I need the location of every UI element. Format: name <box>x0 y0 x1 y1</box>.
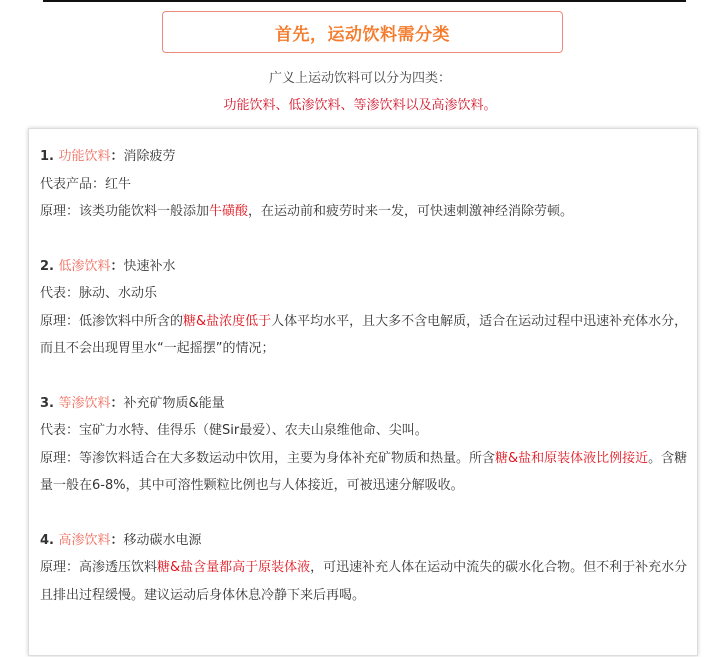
section-line <box>40 280 690 308</box>
section-colon: ： <box>110 258 124 274</box>
section-4 <box>40 527 690 610</box>
section-name: 高渗饮料 <box>58 532 111 548</box>
section-1 <box>40 143 690 226</box>
body-text: ，可迅速补充人体在运动中流失的碳水化合物。但不利于补充水分且排出过程缓慢。建议运动后身体休息冷静下来后再喝。 <box>40 560 688 603</box>
section-subtitle: 补充矿物质&能量 <box>123 395 225 411</box>
section-colon: ： <box>110 532 124 548</box>
categories-line: 功能饮料、低渗饮料、等渗饮料以及高渗饮料。 <box>223 98 497 113</box>
highlight-text: 糖&盐和原装体液比例接近 <box>495 450 649 466</box>
body-text: 。含糖量一般在6-8%，其中可溶性颗粒比例也与人体接近，可被迅速分解吸收。 <box>40 450 688 493</box>
top-divider <box>43 0 686 2</box>
section-subtitle: 消除疲劳 <box>123 149 176 164</box>
section-number: 4. <box>40 532 59 548</box>
highlight-text: 牛磺酸 <box>209 204 249 219</box>
section-number: 2. <box>40 258 59 274</box>
section-name: 功能饮料 <box>58 149 111 164</box>
section-title: 首先，运动饮料需分类 <box>275 24 450 45</box>
section-heading <box>40 390 690 418</box>
section-subtitle: 移动碳水电源 <box>123 532 202 548</box>
section-line <box>40 554 690 609</box>
section-line <box>40 445 690 500</box>
body-text: 原理：等渗饮料适合在大多数运动中饮用，主要为身体补充矿物质和热量。所含 <box>40 450 496 466</box>
content-card <box>28 128 698 656</box>
section-name: 等渗饮料 <box>58 395 111 411</box>
section-subtitle: 快速补水 <box>123 258 176 274</box>
highlight-text: 糖&盐浓度低于 <box>183 313 272 329</box>
section-line <box>40 198 690 226</box>
section-name: 低渗饮料 <box>58 258 111 274</box>
body-text: 原理：低渗饮料中所含的 <box>40 313 184 329</box>
section-line <box>40 417 690 445</box>
section-title-box <box>162 11 563 53</box>
section-line <box>40 308 690 363</box>
section-heading <box>40 527 690 555</box>
section-colon: ： <box>110 149 124 164</box>
section-heading <box>40 253 690 281</box>
sections-list <box>40 143 690 636</box>
intro-text: 广义上运动饮料可以分为四类： <box>268 71 451 86</box>
body-text: 原理：高渗透压饮料 <box>40 560 158 575</box>
body-text: 原理：该类功能饮料一般添加 <box>40 204 210 219</box>
highlight-text: 糖&盐含量都高于原装体液 <box>157 560 311 575</box>
section-line <box>40 171 690 199</box>
body-text: 人体平均水平，且大多不含电解质，适合在运动过程中迅速补充体水分，而且不会出现胃里水“一起摇摆”的情况； <box>40 313 688 356</box>
section-heading <box>40 143 690 171</box>
section-colon: ： <box>110 395 124 411</box>
body-text: ，在运动前和疲劳时来一发，可快速刺激神经消除劳顿。 <box>248 204 574 219</box>
body-text: 代表：脉动、水动乐 <box>40 286 158 301</box>
section-number: 1. <box>40 149 59 164</box>
body-text: 代表：宝矿力水特、佳得乐（健Sir最爱）、农夫山泉维他命、尖叫。 <box>40 423 428 438</box>
section-3 <box>40 390 690 500</box>
body-text: 代表产品：红牛 <box>40 176 132 192</box>
section-2 <box>40 253 690 363</box>
section-number: 3. <box>40 395 59 411</box>
